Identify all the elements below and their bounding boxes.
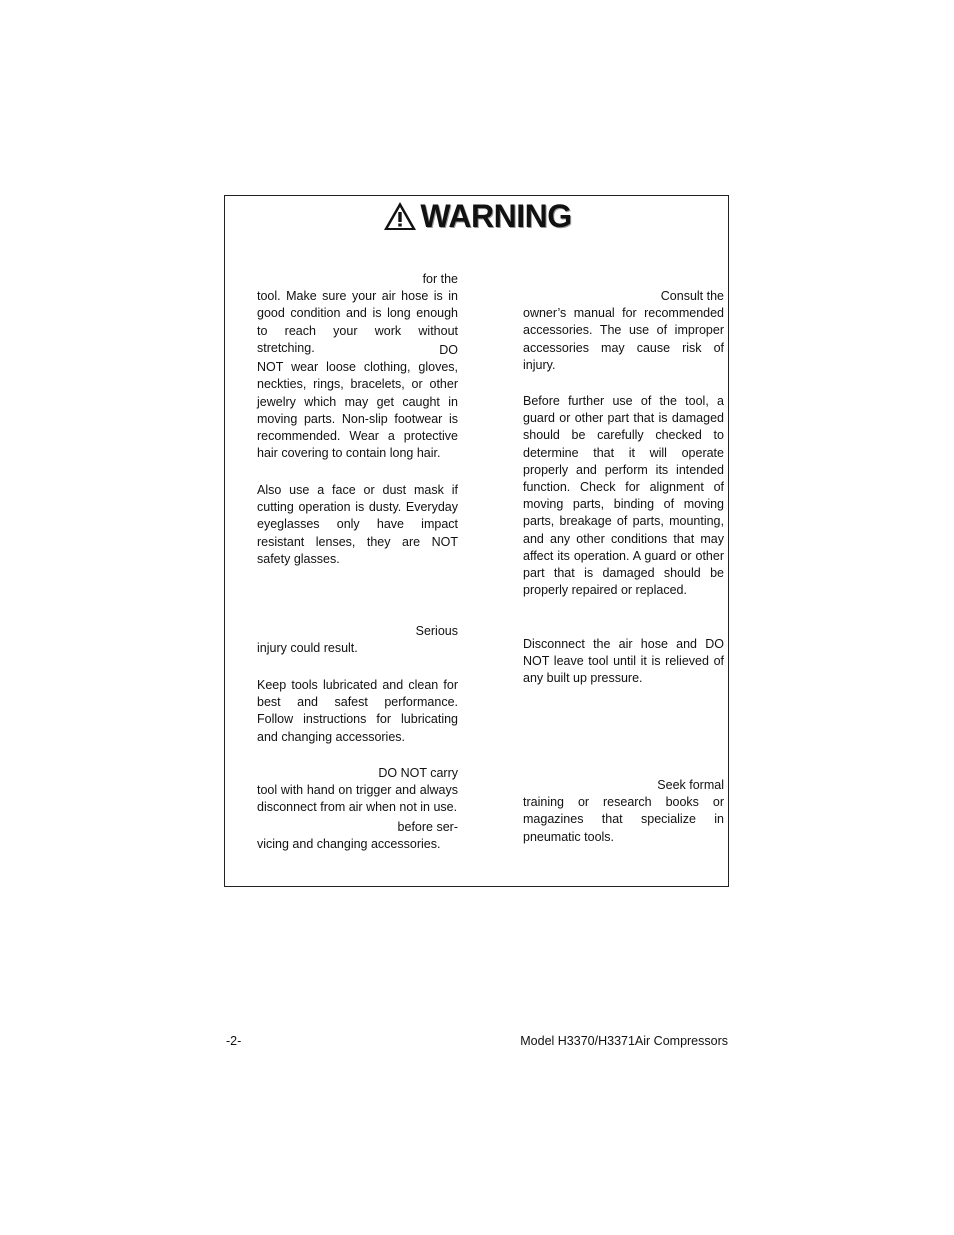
accessories-paragraph (523, 288, 724, 374)
warning-triangle-icon (382, 200, 418, 232)
lubricate-text: Keep tools lubricated and clean for best and safest performance. Follow instructions for lubricating and changing accessories. (257, 678, 458, 744)
disconnect-paragraph (523, 636, 724, 688)
clothing-text: NOT wear loose clothing, gloves, neckties, rings, bracelets, or other jewelry which may get caught in moving parts. Non-slip footwear is recommended. Wear a protective hair covering to contain long hair. (257, 360, 458, 461)
training-first-line: Seek formal (657, 778, 724, 792)
carry-text: tool with hand on trigger and always disconnect from air when not in use. (257, 783, 458, 815)
warning-title: WARNING (420, 198, 572, 234)
injury-paragraph (257, 623, 458, 657)
lubricate-paragraph (257, 677, 458, 746)
mask-text: Also use a face or dust mask if cutting operation is dusty. Everyday eyeglasses only have impact resistant lenses, they are NOT safety glasses. (257, 483, 458, 566)
page-number: -2- (226, 1034, 242, 1048)
disconnect-text: Disconnect the air hose and DO NOT leave tool until it is relieved of any built up pressure. (523, 637, 724, 686)
guard-text: Before further use of the tool, a guard or other part that is damaged should be carefully checked to determine that it will operate properly and perform its intended function. Check for alignment of moving parts, binding of moving parts, breakage of parts, mounting, and any other conditions that may affect its operation. A guard or other part that is damaged should be properly repaired or replaced. (523, 394, 724, 598)
injury-first-line: Serious (415, 624, 458, 638)
clothing-first-line: DO (439, 343, 458, 357)
carry-paragraph (257, 765, 458, 817)
clothing-paragraph (257, 342, 458, 462)
hose-text: tool. Make sure your air hose is in good condition and is long enough to reach your work without stretching. (257, 289, 458, 355)
training-text: training or research books or magazines that specialize in pneumatic tools. (523, 795, 724, 844)
hose-first-line: for the (422, 272, 458, 286)
servicing-paragraph (257, 819, 458, 853)
accessories-text: owner’s manual for recommended accessories. The use of improper accessories may cause risk of injury. (523, 306, 724, 372)
training-paragraph (523, 777, 724, 846)
servicing-text: vicing and changing accessories. (257, 837, 441, 852)
servicing-first-line: before ser- (397, 820, 458, 834)
model-footer: Model H3370/H3371Air Compressors (520, 1034, 728, 1048)
mask-paragraph (257, 482, 458, 568)
guard-paragraph (523, 393, 724, 599)
accessories-first-line: Consult the (660, 289, 724, 303)
carry-first-line: DO NOT carry (378, 766, 458, 780)
injury-text: injury could result. (257, 641, 358, 656)
warning-header (0, 198, 954, 234)
